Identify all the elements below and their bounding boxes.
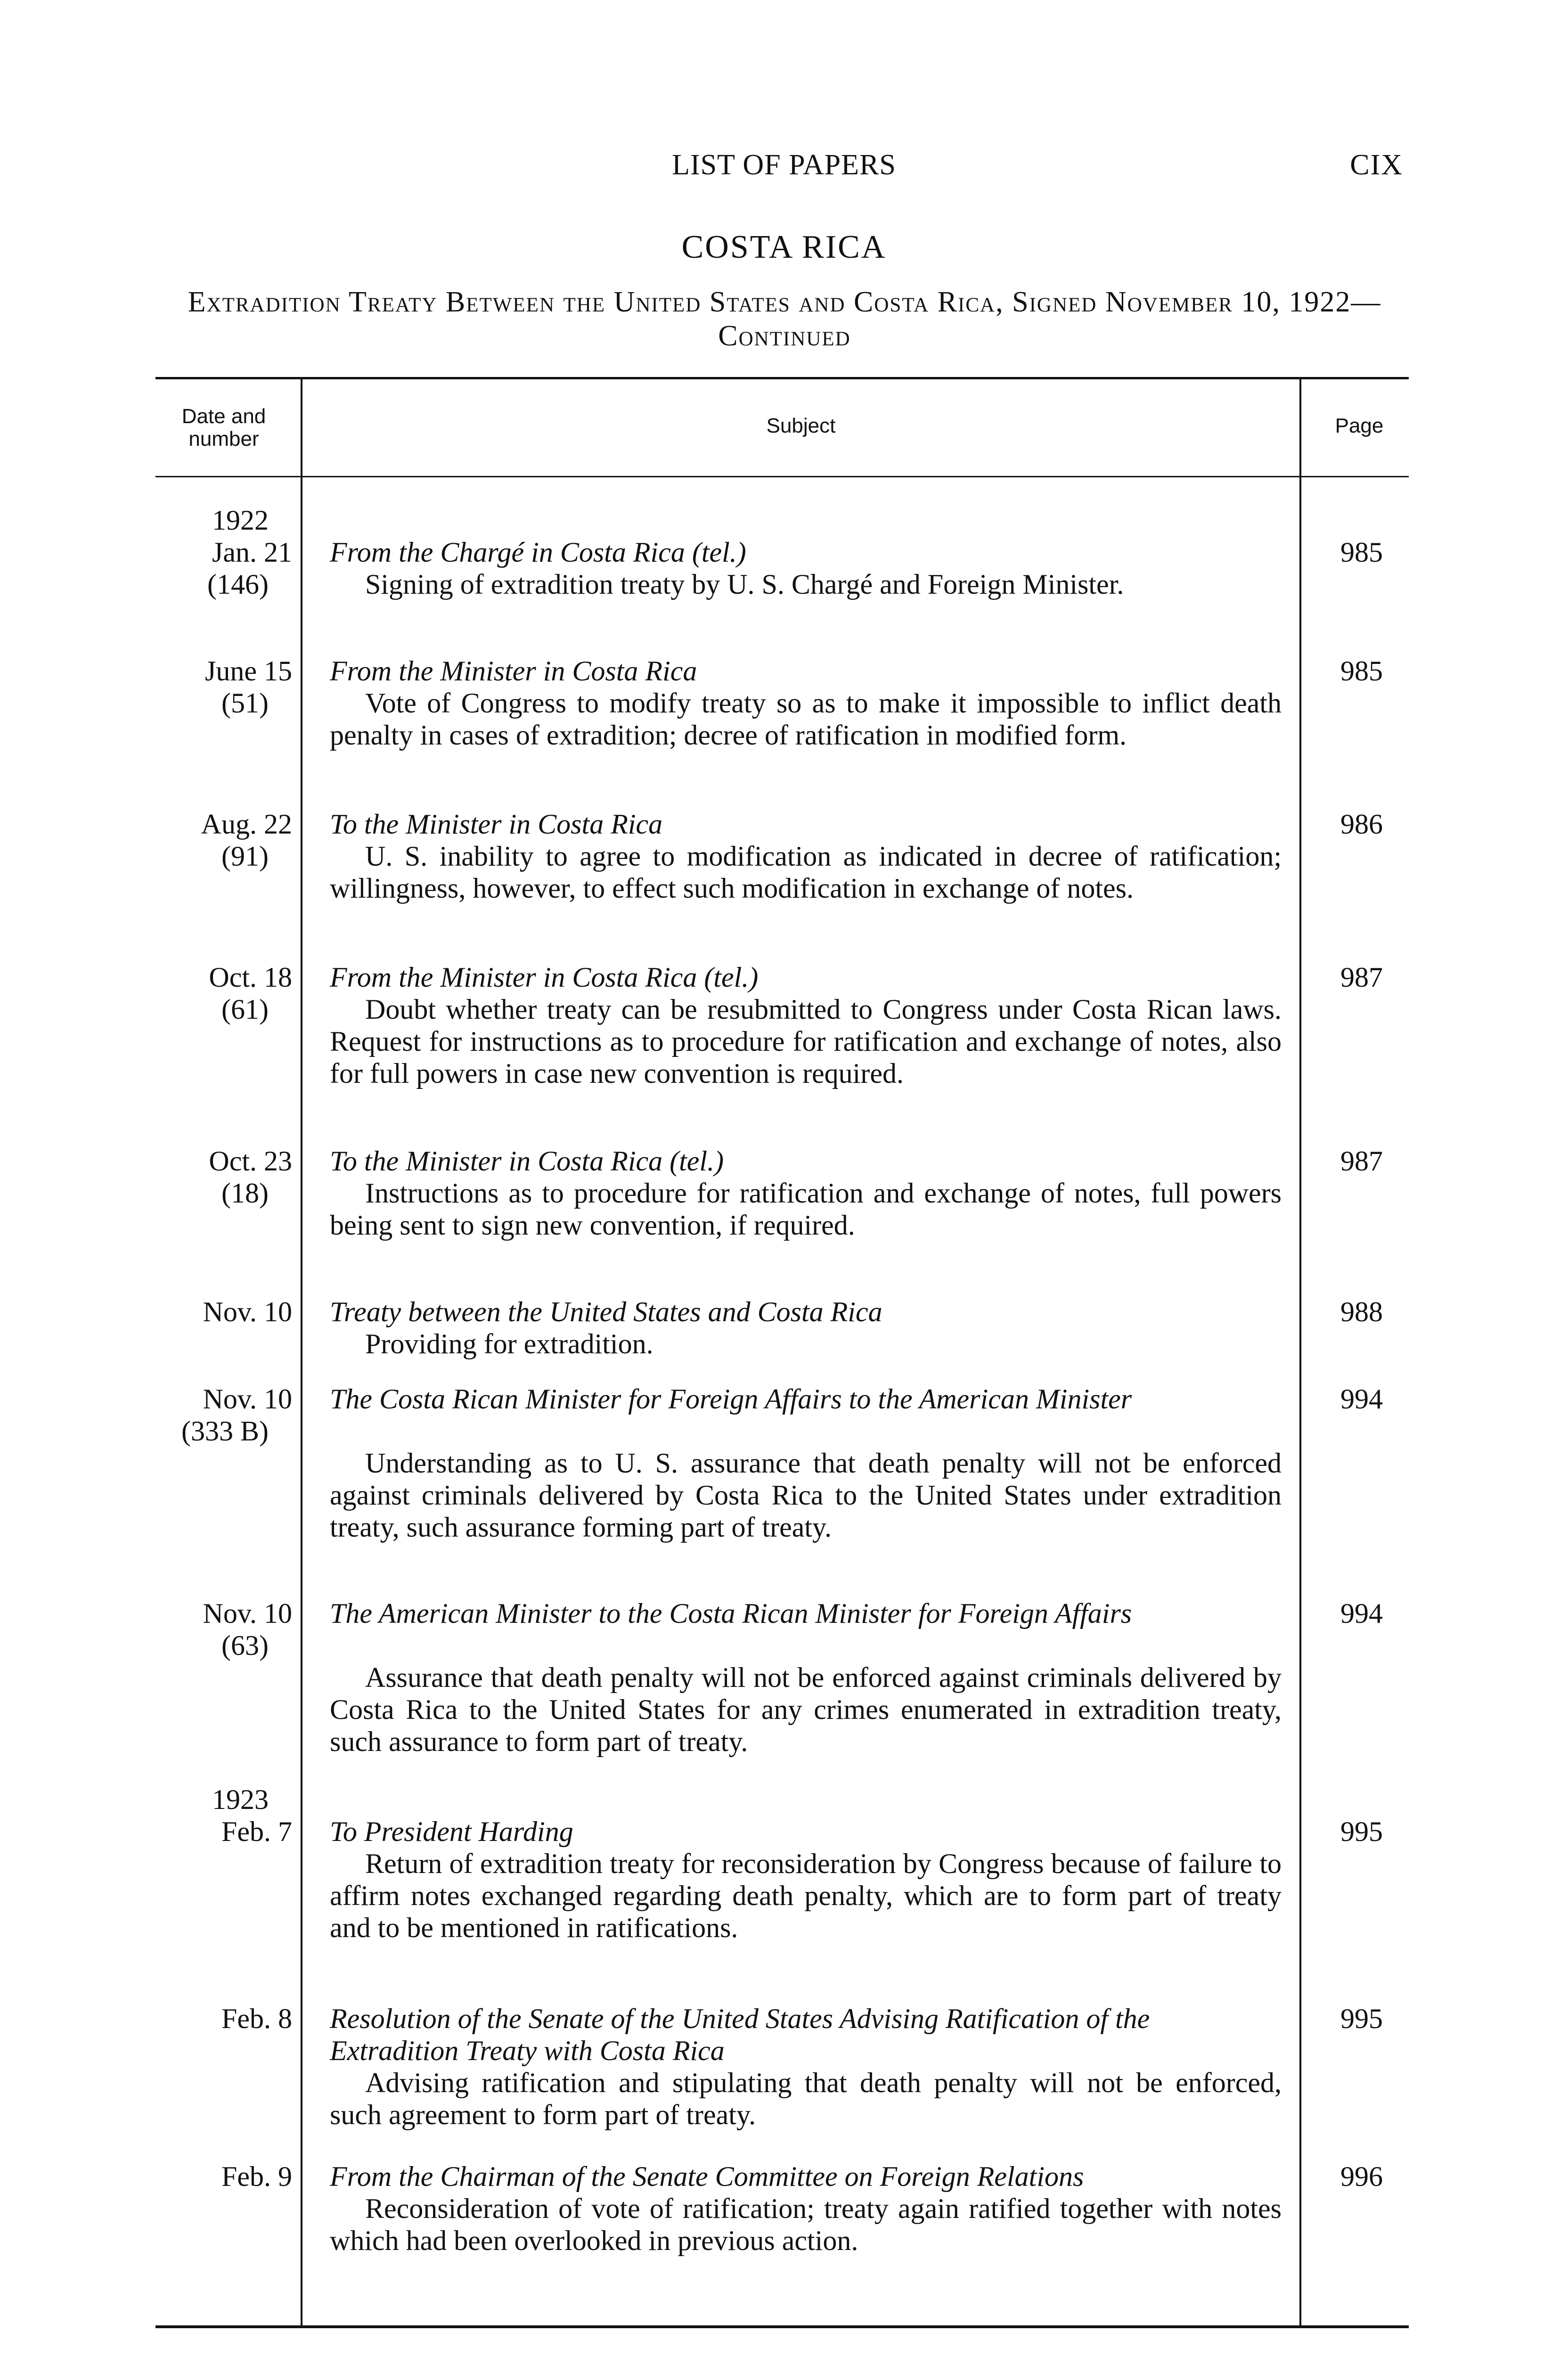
row-description: Assurance that death penalty will not be enforced against criminals delivered by Costa Rica to the United States for any crimes enumerated in extradition treaty, such assurance to form part of treaty.: [330, 1662, 1282, 1757]
row-from: To the Minister in Costa Rica (tel.): [330, 1145, 724, 1177]
row-from: From the Minister in Costa Rica (tel.): [330, 962, 759, 993]
row-description: Vote of Congress to modify treaty so as to make it impossible to inflict death penalty in cases of extradition; decree of ratification in modified form.: [330, 687, 1282, 751]
row-description: Doubt whether treaty can be resubmitted to Congress under Costa Rican laws. Request for instructions as to procedure for ratification and exchange of notes, also for full powers in case new convention is required.: [330, 994, 1282, 1089]
row-description: Signing of extradition treaty by U. S. Chargé and Foreign Minister.: [365, 569, 1124, 600]
row-page: 994: [1340, 1598, 1383, 1629]
row-date: Aug. 22: [201, 809, 292, 840]
row-description: Instructions as to procedure for ratification and exchange of notes, full powers being sent to sign new convention, if required.: [330, 1178, 1282, 1241]
row-date: Oct. 18: [209, 962, 292, 993]
row-date: Nov. 10: [203, 1383, 292, 1415]
row-date: Jan. 21: [212, 537, 292, 568]
row-description: U. S. inability to agree to modification as indicated in decree of ratification; willingness, however, to effect such modification in exchange of notes.: [330, 841, 1282, 904]
row-date: Oct. 23: [209, 1145, 292, 1177]
header-bottom-rule: [155, 476, 1409, 477]
row-page: 986: [1340, 809, 1383, 840]
row-year: 1922: [212, 505, 269, 536]
row-description: Reconsideration of vote of ratification; treaty again ratified together with notes which had been overlooked in previous action.: [330, 2193, 1282, 2256]
row-page: 985: [1340, 655, 1383, 687]
row-from: From the Minister in Costa Rica: [330, 655, 697, 687]
row-from: Resolution of the Senate of the United States Advising Ratification of the Extradition Treaty with Costa Rica: [330, 2003, 1150, 2066]
row-year: 1923: [212, 1784, 269, 1815]
row-date: June 15: [205, 655, 292, 687]
row-number: (61): [221, 994, 269, 1025]
row-number: (333 B): [181, 1415, 269, 1447]
row-date: Nov. 10: [203, 1296, 292, 1327]
row-from: To the Minister in Costa Rica: [330, 809, 663, 840]
country-heading: COSTA RICA: [681, 229, 887, 265]
table-bottom-rule: [155, 2325, 1409, 2328]
row-from: The Costa Rican Minister for Foreign Affairs to the American Minister: [330, 1383, 1132, 1415]
row-page: 994: [1340, 1383, 1383, 1415]
row-number: (51): [221, 687, 269, 719]
row-description: Return of extradition treaty for reconsideration by Congress because of failure to affirm notes exchanged regarding death penalty, which are to form part of treaty and to be mentioned in ratifications.: [330, 1848, 1282, 1943]
row-page: 987: [1340, 1145, 1383, 1177]
column-header-page: Page: [1335, 414, 1384, 437]
row-number: (146): [207, 569, 269, 600]
row-date: Feb. 9: [221, 2161, 292, 2192]
page-folio: CIX: [1350, 149, 1403, 181]
row-from: The American Minister to the Costa Rican Minister for Foreign Affairs: [330, 1598, 1132, 1629]
row-page: 995: [1340, 1816, 1383, 1847]
section-title: Extradition Treaty Between the United States and Costa Rica, Signed November 10, 1922—Continued: [188, 286, 1381, 352]
table-top-rule: [155, 377, 1409, 379]
row-page: 995: [1340, 2003, 1383, 2034]
row-from: From the Chairman of the Senate Committee on Foreign Relations: [330, 2161, 1084, 2192]
row-description: Providing for extradition.: [365, 1328, 653, 1359]
row-page: 996: [1340, 2161, 1383, 2192]
running-title: LIST OF PAPERS: [672, 149, 896, 181]
row-number: (91): [221, 841, 269, 872]
row-description: Advising ratification and stipulating that death penalty will not be enforced, such agreement to form part of treaty.: [330, 2067, 1282, 2130]
row-date: Nov. 10: [203, 1598, 292, 1629]
running-head: [0, 146, 1568, 184]
row-date: Feb. 8: [221, 2003, 292, 2034]
row-page: 988: [1340, 1296, 1383, 1327]
row-from: To President Harding: [330, 1816, 573, 1847]
row-date: Feb. 7: [221, 1816, 292, 1847]
row-from: From the Chargé in Costa Rica (tel.): [330, 537, 746, 568]
row-description: Understanding as to U. S. assurance that death penalty will not be enforced against criminals delivered by Costa Rica to the United States under extradition treaty, such assurance forming part of treaty.: [330, 1448, 1282, 1543]
row-page: 985: [1340, 537, 1383, 568]
row-number: (63): [221, 1630, 269, 1661]
row-from: Treaty between the United States and Costa Rica: [330, 1296, 882, 1327]
column-header-date: Date and number: [181, 405, 266, 450]
column-divider-right: [1299, 379, 1301, 2325]
row-number: (18): [221, 1178, 269, 1209]
row-page: 987: [1340, 962, 1383, 993]
column-header-subject: Subject: [766, 414, 836, 437]
column-divider-left: [301, 379, 302, 2325]
